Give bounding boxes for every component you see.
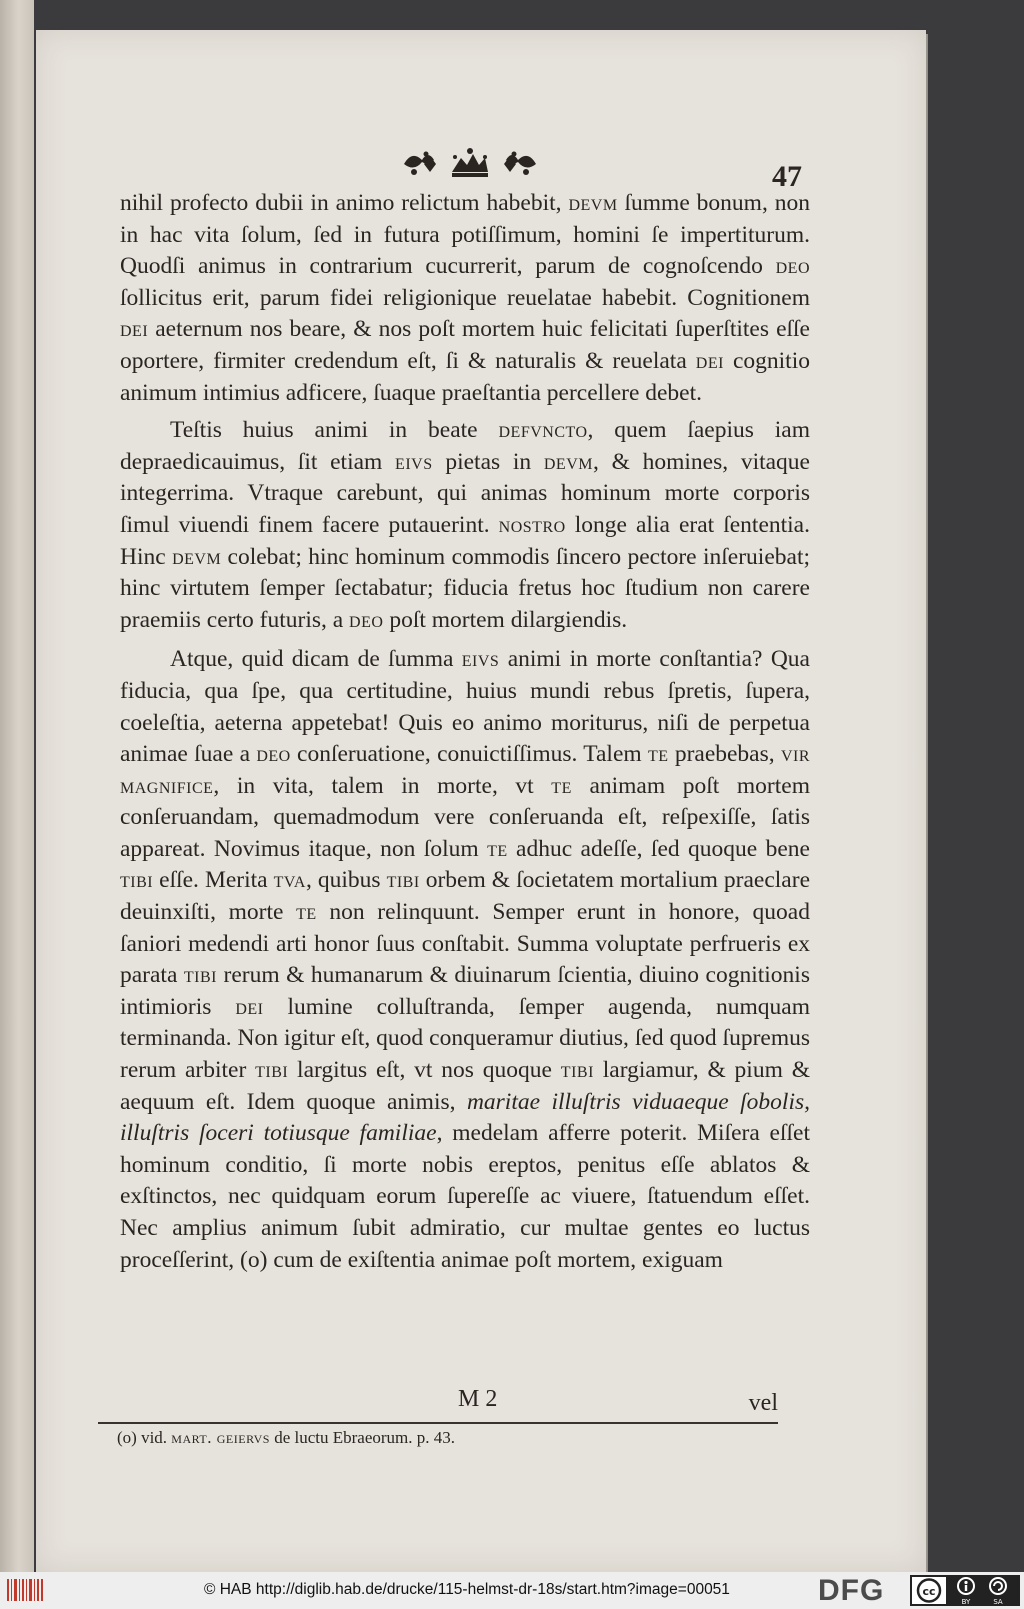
small-caps-word: te <box>647 741 669 768</box>
small-caps-word: eivs <box>395 448 433 475</box>
small-caps-word: tibi <box>120 867 154 894</box>
text-run: Atque, quid dicam de ſumma <box>170 646 462 673</box>
text-run: , & homines, vitaque integerrima. Vtraque carebunt, qui animas hominum morte corporis ſimul viuendi finem facere putauerint. <box>120 448 810 538</box>
text-run: , medelam afferre poterit. Miſera eſſet hominum conditio, ſi morte nobis ereptos, penitus eſſe ablatos & exſtinctos, nec quidquam eorum ſupereſſe ac viuere, ſtatuendum eſſet. Nec amplius animum ſubit admiratio, cur multae gentes eo luctus proceſſerint, (o) cum de exiſtentia animae poſt mortem, exiguam <box>120 1120 810 1273</box>
paragraph-2 <box>120 415 810 636</box>
small-caps-word: devm <box>568 190 618 216</box>
footnote <box>117 1428 717 1448</box>
small-caps-word: te <box>487 835 508 862</box>
text-run: praebebas, <box>668 741 781 768</box>
text-run: poſt mortem dilargiendis. <box>383 606 628 633</box>
paragraph-3 <box>120 644 810 1276</box>
body-text <box>120 188 810 1276</box>
small-caps-word: tibi <box>386 867 420 894</box>
small-caps-word: dei <box>120 316 149 343</box>
text-run: ſumme bonum, non in hac vita ſolum, ſed in futura potiſſimum, homini ſe impertiturum. Quodſi animus in contrarium cucurrerit, parum de cognoſcendo <box>120 190 810 280</box>
paragraph-1 <box>120 188 810 409</box>
footnote-rest: de luctu Ebraeorum. p. 43. <box>269 1428 456 1447</box>
text-run: orbem & ſocietatem mortalium praeclare deuinxiſti, morte <box>120 867 810 926</box>
small-caps-word: nostro <box>498 511 566 538</box>
page-number: 47 <box>772 160 802 193</box>
footnote-author: mart. geiervs <box>171 1428 270 1447</box>
small-caps-word: dei <box>695 347 724 374</box>
text-run: eſſe. Merita <box>153 867 274 894</box>
text-run: rerum & humanarum & diuinarum ſcientia, diuino cognitionis intimioris <box>120 962 810 1020</box>
barcode-icon <box>6 1577 44 1603</box>
small-caps-word: te <box>551 772 572 799</box>
by-label: BY <box>961 1598 971 1606</box>
text-run: animi in morte conſtantia? Qua fiducia, qua ſpe, qua certitudine, huius mundi rebus ſpretis, ſupera, coeleſtia, aeterna appetebat! Quis eo animo moriturus, niſi de perpetua animae ſuae a <box>120 646 810 768</box>
small-caps-word: defvncto <box>498 417 588 444</box>
footnote-prefix: (o) vid. <box>117 1428 172 1447</box>
text-run: cognitio animum intimius adficere, ſuaque praeſtantia percellere debet. <box>120 347 810 406</box>
text-run: colebat; hinc hominum commodis ſincero pectore inſeruiebat; hinc virtutem ſemper ſectabatur; fiducia fretus hoc ſtudium non carere praemiis certo futuris, a <box>120 543 810 633</box>
text-run: , in vita, talem in morte, vt <box>213 772 552 799</box>
signature-mark: M 2 <box>458 1386 498 1412</box>
small-caps-word: eivs <box>461 646 500 673</box>
small-caps-word: deo <box>349 606 384 633</box>
text-run: , quibus <box>305 867 387 894</box>
small-caps-word: devm <box>172 543 222 570</box>
text-run: longe alia erat ſententia. Hinc <box>120 511 810 570</box>
text-run: aeternum nos beare, & nos poſt mortem huic felicitati ſuperſtites eſſe oportere, firmiter credendum eſt, ſi & naturalis & reuelata <box>120 316 810 374</box>
text-run: animam poſt mortem conſeruandam, quemadmodum vere conſeruanda eſt, reſpexiſſe, ſatis appareat. Novimus itaque, non ſolum <box>120 772 810 862</box>
copyright-link[interactable]: © HAB http://diglib.hab.de/drucke/115-helmst-dr-18s/start.htm?image=00051 <box>204 1581 730 1598</box>
crown-ornament-icon <box>400 142 540 186</box>
adjacent-page-edge <box>0 0 34 1572</box>
text-run: conſeruatione, conuictiſſimus. Talem <box>290 741 648 768</box>
dfg-logo: DFG <box>818 1574 885 1607</box>
footer-bar <box>0 1572 1024 1609</box>
text-run: , quem ſaepius iam depraedicauimus, ſit etiam <box>120 417 811 475</box>
small-caps-word: dei <box>235 993 264 1020</box>
italic-phrase: maritae illuſtris viduaeque ſobolis, illuſtris ſoceri totiusque familiae <box>120 1088 810 1147</box>
text-run: ſollicitus erit, parum fidei religionique reuelatae habebit. Cognitionem <box>120 284 810 311</box>
text-run: non relinquunt. Semper erunt in honore, quoad ſaniori medendi arti honor ſuus conſtabit. Summa voluptate perfrueris ex parata <box>120 899 810 989</box>
text-run: Teſtis huius animi in beate <box>170 417 499 444</box>
footnote-rule <box>98 1422 778 1424</box>
text-run: pietas in <box>432 448 544 475</box>
text-run: lumine colluſtranda, ſemper augenda, numquam terminanda. Non igitur eſt, quod conqueramur diutius, ſed quod ſupremus rerum arbiter <box>120 993 810 1084</box>
svg-text:cc: cc <box>922 1585 936 1598</box>
small-caps-word: tibi <box>255 1057 289 1084</box>
small-caps-word: deo <box>775 253 810 280</box>
catchword: vel <box>748 1390 778 1416</box>
text-run: nihil profecto dubii in animo relictum habebit, <box>120 190 569 216</box>
text-run: adhuc adeſſe, ſed quoque bene <box>507 835 810 862</box>
signature-line <box>98 1386 778 1416</box>
small-caps-word: vir magnifice <box>120 741 810 799</box>
small-caps-word: tibi <box>560 1057 594 1084</box>
small-caps-word: tibi <box>183 962 217 989</box>
small-caps-word: te <box>296 899 317 926</box>
small-caps-word: devm <box>543 448 593 475</box>
cc-by-sa-license-icon[interactable] <box>910 1575 1020 1606</box>
text-run: largitus eſt, vt nos quoque <box>288 1057 561 1084</box>
text-run: largiamur, & pium & aequum eſt. Idem quoque animis, <box>120 1057 810 1115</box>
small-caps-word: tva <box>273 867 306 894</box>
small-caps-word: deo <box>256 741 291 768</box>
sa-label: SA <box>993 1598 1003 1606</box>
